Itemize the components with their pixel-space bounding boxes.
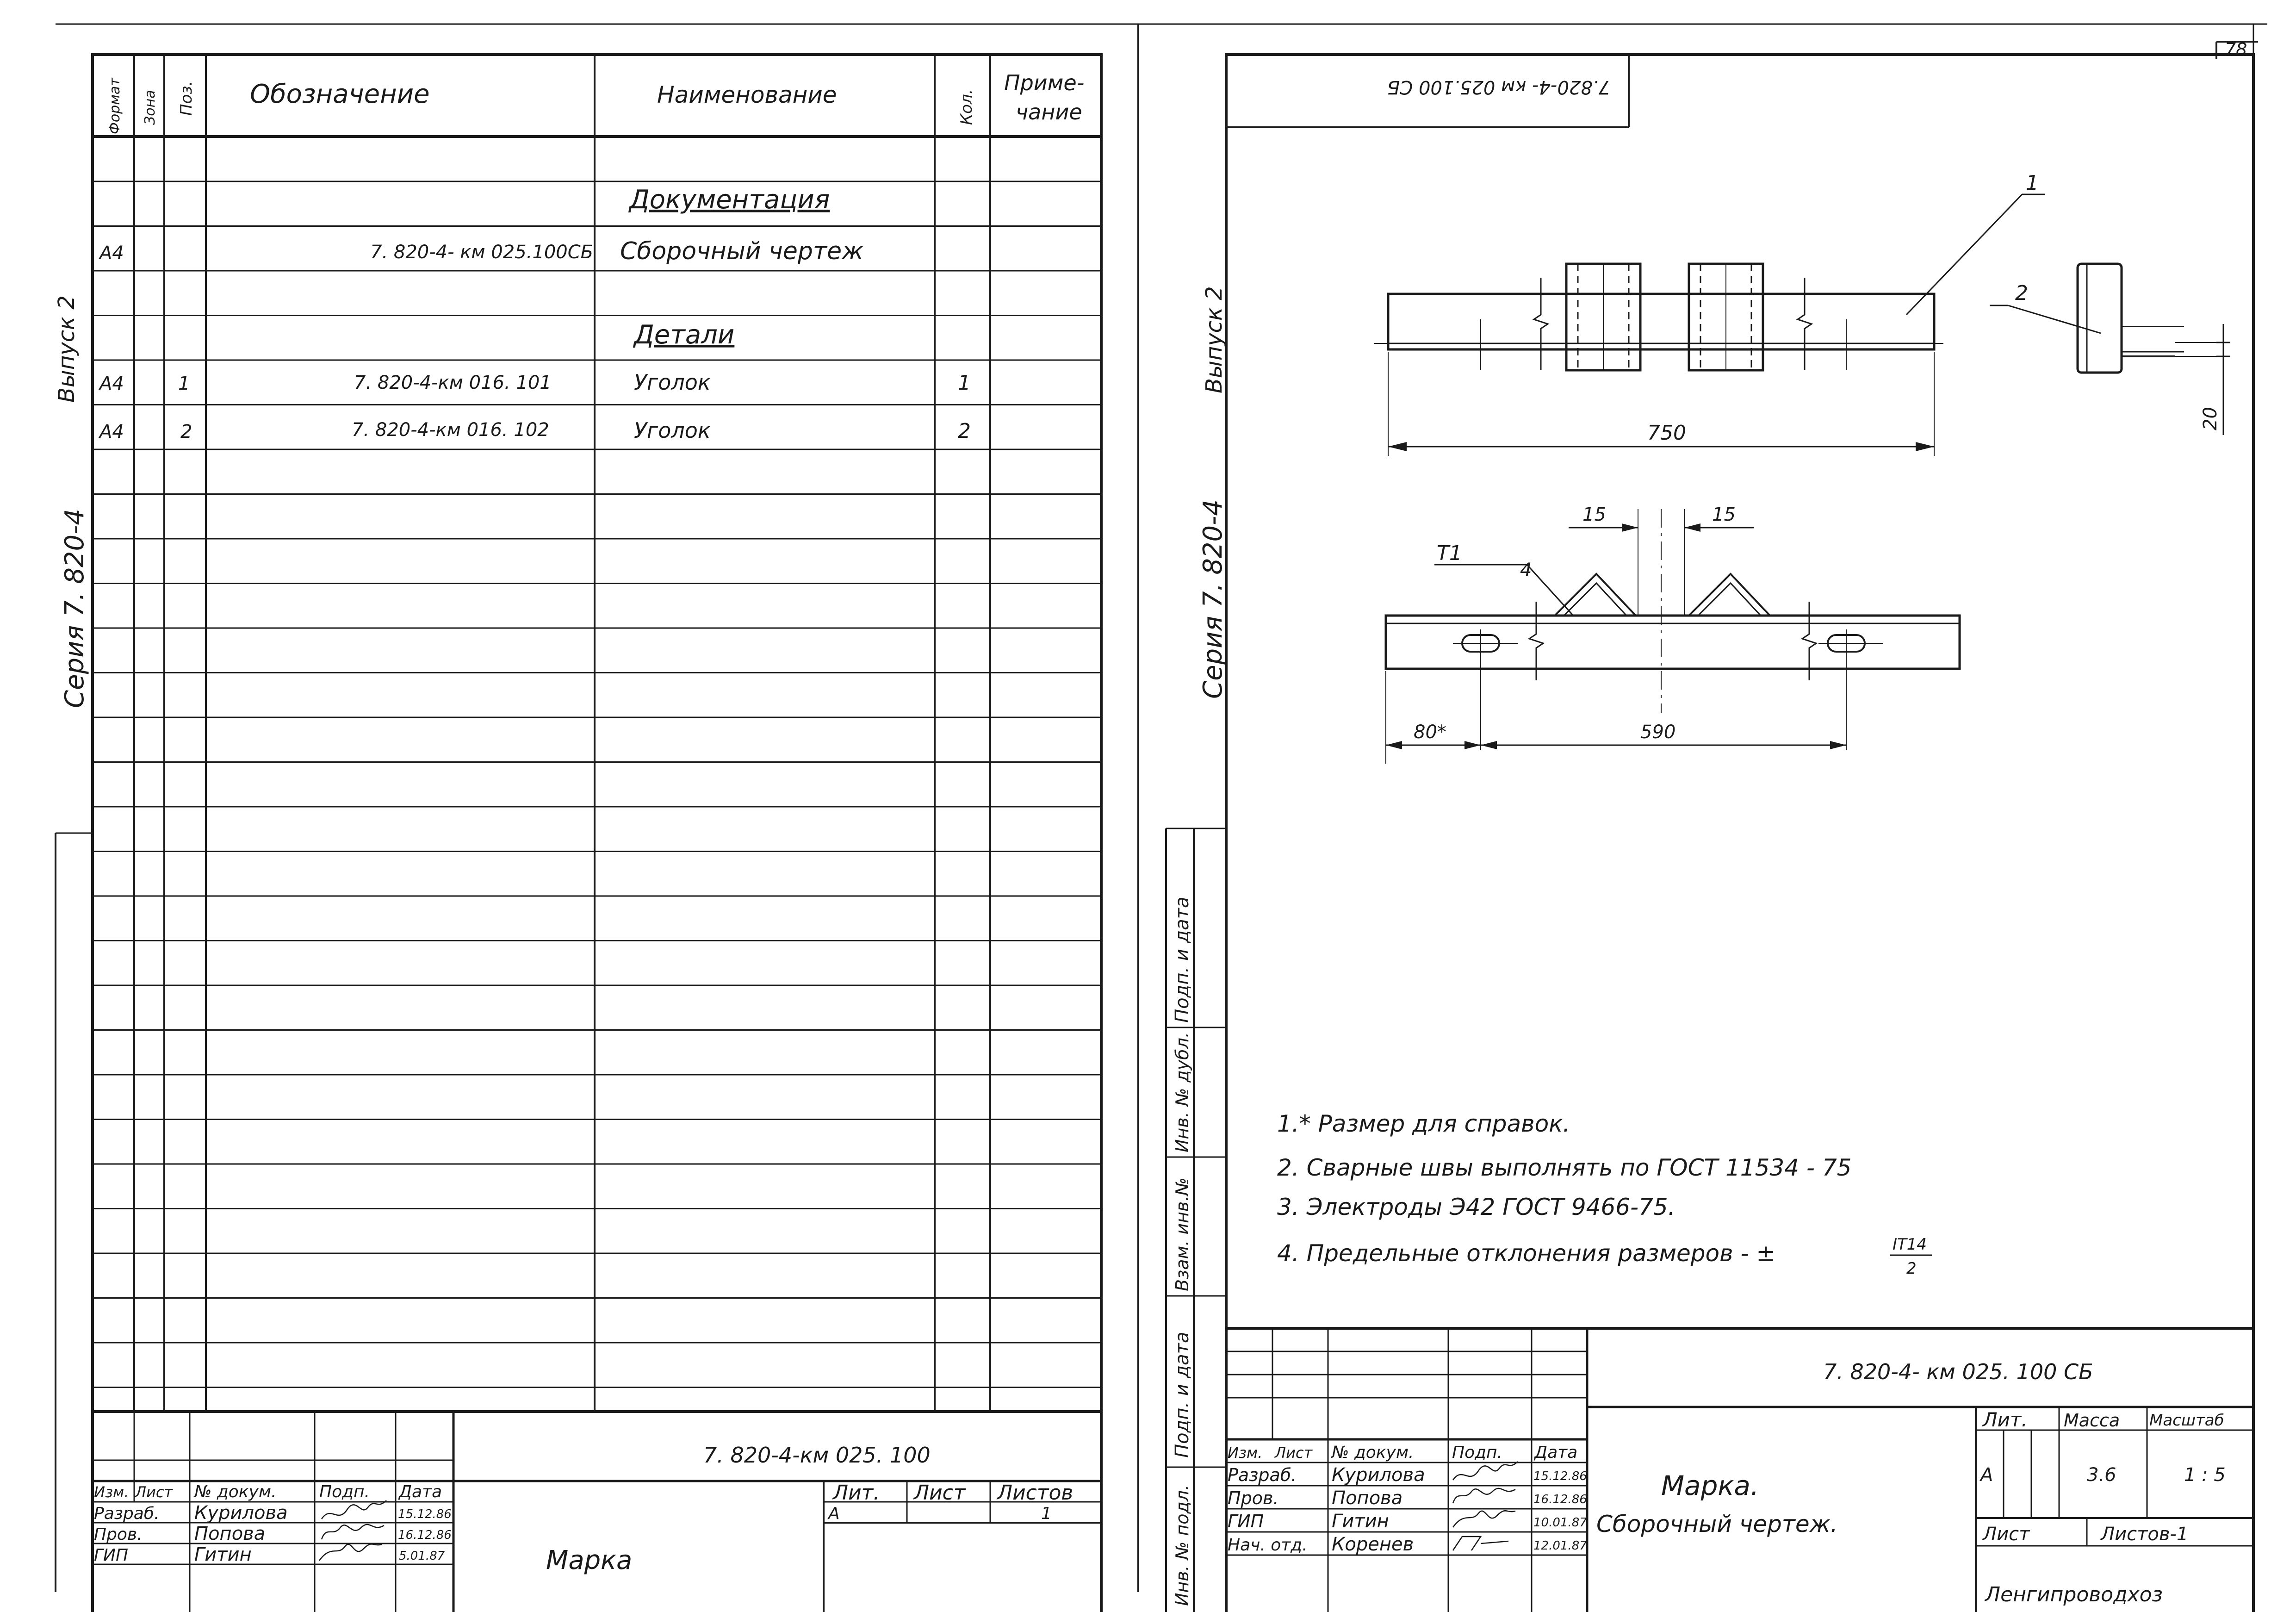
table-row: [633, 320, 734, 350]
left-doc-code: 7. 820-4-км 025. 100: [703, 1443, 931, 1468]
row-designation: 7. 820-4-км 016. 102: [352, 419, 549, 441]
gip-date: 5.01.87: [399, 1549, 445, 1563]
row-format: А4: [99, 421, 124, 442]
callout-2: 2: [2015, 281, 2028, 305]
r-checker-date: 16.12.86: [1533, 1493, 1587, 1506]
assembly-top-view: [1374, 194, 2045, 456]
header-zone: Зона: [142, 90, 158, 125]
developer-name: Курилова: [194, 1502, 288, 1524]
note-4: 4. Предельные отклонения размеров - ±: [1277, 1240, 1776, 1267]
left-issue-label: Выпуск 2: [54, 295, 80, 403]
stamp-sign-date-2: Подп. и дата: [1172, 1332, 1193, 1458]
tolerance-denominator: 2: [1906, 1259, 1917, 1278]
r-org: Ленгипроводхоз: [1985, 1583, 2163, 1606]
row-pos: 1: [178, 373, 190, 394]
r-mass-label: Масса: [2064, 1410, 2120, 1431]
r-developer-signature: [1453, 1462, 1518, 1480]
r-checker-role: Пров.: [1228, 1488, 1279, 1508]
note-1: 1.* Размер для справок.: [1277, 1110, 1570, 1137]
row-qty: 2: [958, 419, 971, 443]
dim-80: 80*: [1414, 722, 1446, 743]
tb-head-date: Дата: [399, 1482, 442, 1501]
left-sheet: [54, 24, 1138, 1612]
table-row-lines: [93, 181, 1101, 1388]
r-gip-signature: [1453, 1511, 1515, 1527]
sheet-label: Лист: [914, 1481, 966, 1505]
section-heading-documentation: Документация: [629, 185, 830, 215]
gip-signature: [319, 1544, 382, 1561]
right-series-label: Серия 7. 820-4: [1198, 499, 1228, 699]
tb-head-change: Изм.: [94, 1483, 129, 1501]
header-name: Наименование: [657, 81, 837, 108]
dim-750: 750: [1647, 421, 1686, 445]
stamp-dup-inv: Инв. № дубл.: [1172, 1032, 1192, 1152]
sheets-label: Листов: [997, 1481, 1074, 1505]
table-row: [98, 418, 971, 443]
right-title-name-1: Марка.: [1661, 1470, 1759, 1501]
developer-signature: [322, 1500, 386, 1519]
row-name: Уголок: [634, 370, 711, 395]
checker-role: Пров.: [94, 1525, 143, 1544]
row-designation: 7. 820-4-км 016. 101: [354, 372, 552, 393]
rtb-head-sheet: Лист: [1275, 1444, 1313, 1462]
row-format: А4: [99, 373, 124, 394]
tb-head-sign: Подп.: [319, 1482, 370, 1501]
rtb-head-docnum: № докум.: [1332, 1443, 1414, 1462]
dim-20: 20: [2200, 407, 2221, 430]
right-sheet: [1166, 24, 2253, 1612]
row-name: Сборочный чертеж: [620, 237, 863, 265]
row-designation: 7. 820-4- км 025.100СБ: [370, 242, 594, 263]
tb-head-docnum: № докум.: [194, 1482, 277, 1501]
note-2: 2. Сварные швы выполнять по ГОСТ 11534 - 75: [1277, 1154, 1852, 1181]
r-gip-date: 10.01.87: [1533, 1516, 1587, 1530]
dim-15-left: 15: [1582, 504, 1606, 525]
callout-4: 4: [1520, 560, 1532, 581]
row-name: Уголок: [634, 418, 711, 443]
header-format: Формат: [107, 78, 123, 134]
r-checker-signature: [1453, 1488, 1515, 1503]
rtb-head-sign: Подп.: [1452, 1443, 1502, 1462]
r-sheet-label: Лист: [1983, 1524, 2030, 1545]
developer-date: 15.12.86: [398, 1507, 452, 1521]
lit-value: А: [828, 1504, 840, 1523]
right-title-name-2: Сборочный чертеж.: [1596, 1511, 1838, 1537]
lit-label: Лит.: [833, 1481, 880, 1505]
stamp-orig-inv: Инв. № подл.: [1172, 1484, 1192, 1606]
r-dept-signature: [1453, 1537, 1508, 1550]
gip-name: Гитин: [194, 1544, 252, 1565]
r-gip-name: Гитин: [1332, 1511, 1389, 1532]
r-developer-name: Курилова: [1332, 1464, 1425, 1486]
rtb-head-change: Изм.: [1228, 1444, 1263, 1462]
row-qty: 1: [958, 371, 971, 395]
header-note-1: Приме-: [1004, 70, 1085, 95]
callout-t1: Т1: [1437, 541, 1462, 565]
tb-head-sheet: Лист: [135, 1483, 173, 1501]
right-issue-label: Выпуск 2: [1201, 286, 1227, 393]
table-row: [98, 237, 863, 265]
technical-notes: [1277, 1110, 1932, 1278]
r-lit-label: Лит.: [1983, 1408, 2028, 1431]
r-sheets-label: Листов-1: [2101, 1524, 2189, 1545]
svg-text:78: 78: [2225, 39, 2247, 60]
row-format: А4: [99, 243, 124, 264]
checker-signature: [322, 1525, 384, 1539]
table-row: [628, 185, 830, 215]
r-gip-role: ГИП: [1228, 1511, 1264, 1531]
r-checker-name: Попова: [1332, 1488, 1403, 1509]
header-pos: Поз.: [177, 81, 196, 116]
stamp-sign-date: Подп. и дата: [1172, 896, 1193, 1023]
page-number: [2216, 39, 2258, 60]
r-scale-label: Масштаб: [2149, 1411, 2224, 1430]
left-title-block: [93, 1412, 1101, 1612]
r-lit-value: А: [1980, 1464, 1993, 1486]
r-developer-date: 15.12.86: [1533, 1469, 1587, 1483]
dim-15-right: 15: [1712, 504, 1736, 525]
r-dept-date: 12.01.87: [1533, 1539, 1587, 1553]
checker-date: 16.12.86: [398, 1528, 452, 1542]
right-doc-code: 7. 820-4- км 025. 100 СБ: [1823, 1359, 2093, 1384]
header-note-2: чание: [1016, 100, 1082, 124]
rtb-head-date: Дата: [1534, 1443, 1578, 1462]
r-dept-role: Нач. отд.: [1228, 1536, 1308, 1555]
table-row: [98, 370, 971, 395]
tolerance-numerator: IT14: [1893, 1235, 1927, 1254]
row-pos: 2: [180, 421, 192, 442]
developer-role: Разраб.: [94, 1504, 160, 1523]
stamp-column: [1166, 828, 1226, 1612]
checker-name: Попова: [194, 1523, 266, 1544]
note-3: 3. Электроды Э42 ГОСТ 9466-75.: [1277, 1194, 1675, 1220]
left-title-name: Марка: [546, 1545, 633, 1575]
header-designation: Обозначение: [250, 79, 430, 109]
r-scale-value: 1 : 5: [2184, 1464, 2226, 1486]
r-mass-value: 3.6: [2087, 1464, 2116, 1486]
stamp-replace-inv: Взам. инв.№: [1172, 1177, 1192, 1291]
dim-590: 590: [1640, 722, 1676, 743]
right-title-block: [1226, 1328, 2253, 1612]
callout-1: 1: [2026, 171, 2039, 195]
r-developer-role: Разраб.: [1228, 1465, 1297, 1485]
r-dept-name: Коренев: [1332, 1534, 1414, 1555]
sheets-value: 1: [1041, 1504, 1052, 1523]
gip-role: ГИП: [94, 1546, 129, 1565]
section-heading-parts: Детали: [634, 320, 735, 350]
header-qty: Кол.: [957, 89, 976, 125]
mirrored-doc-code: 7.820-4- км 025.100 СБ: [1387, 76, 1610, 98]
left-series-label: Серия 7. 820-4: [60, 509, 90, 708]
